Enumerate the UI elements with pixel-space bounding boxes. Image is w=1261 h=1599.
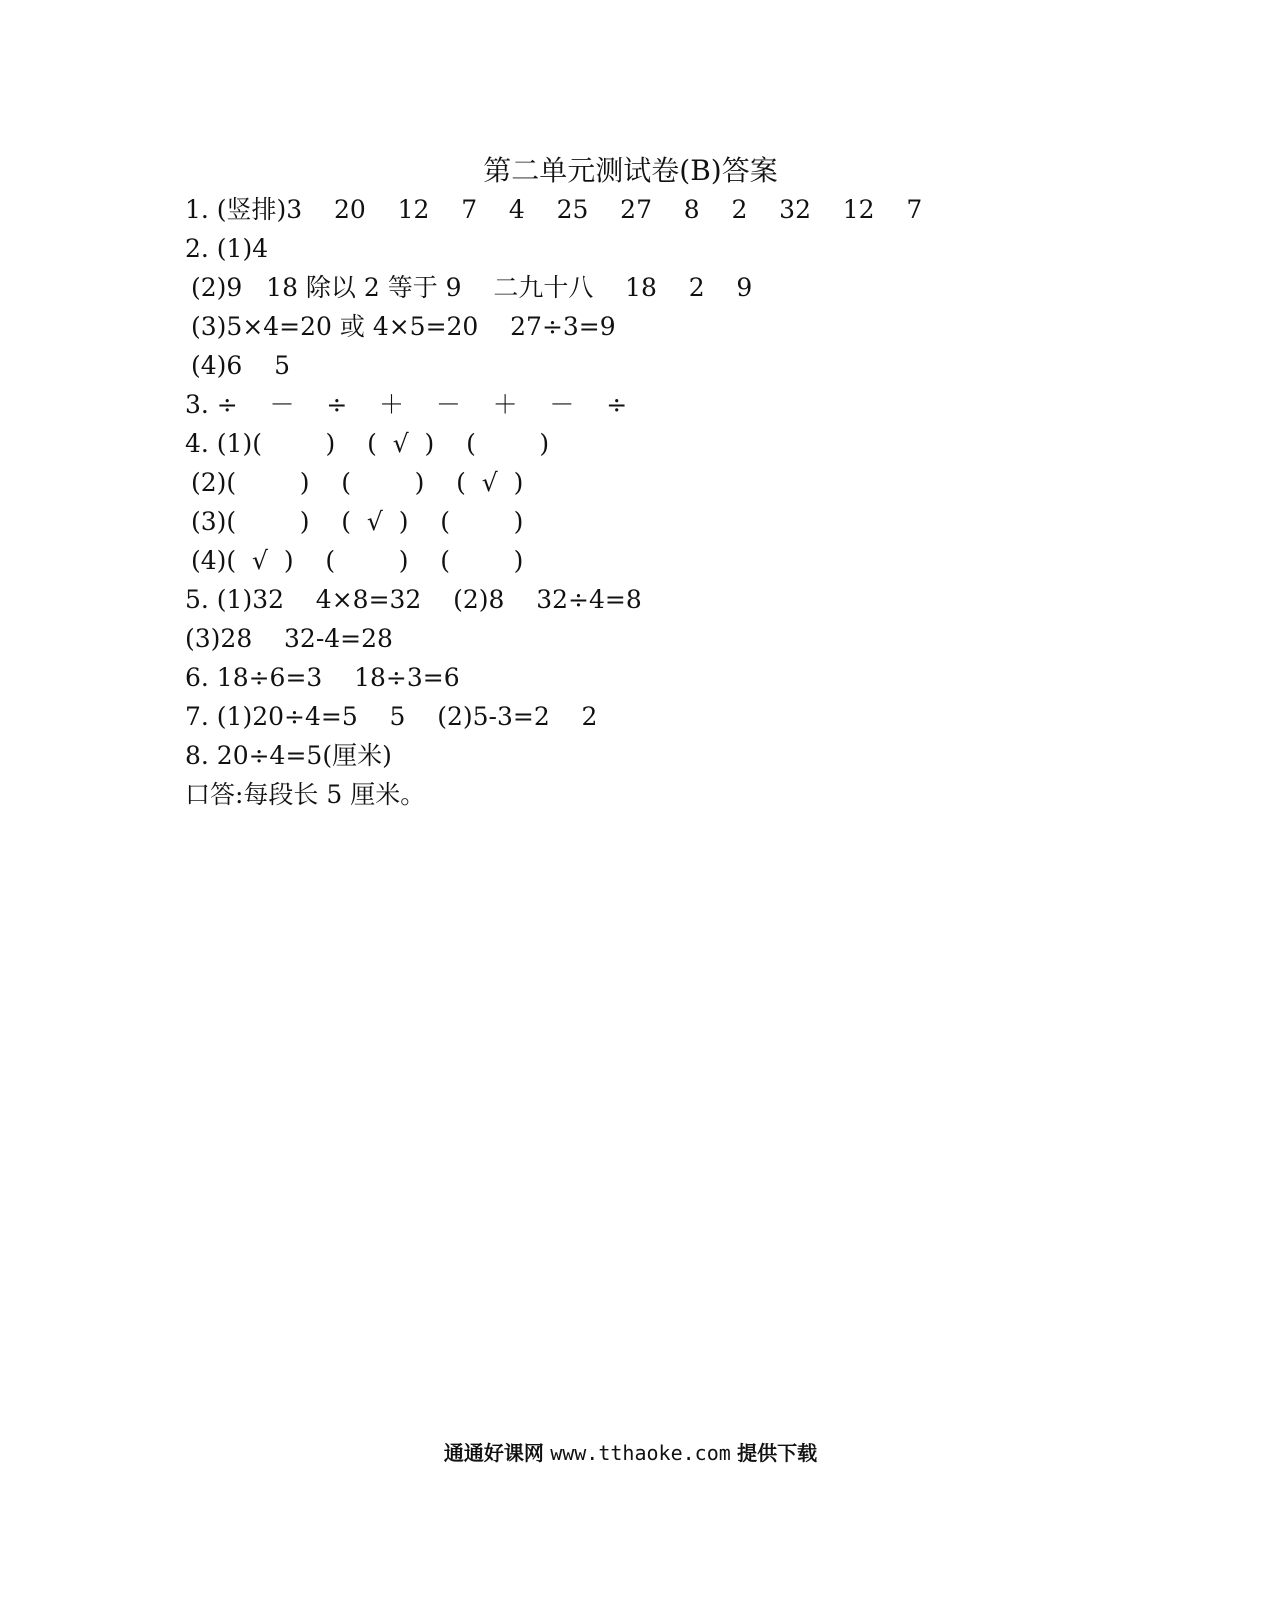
answer-line-3: 3. ÷ － ÷ ＋ － ＋ － ÷	[185, 390, 628, 419]
answer-line-2-4: (4)6 5	[191, 351, 291, 380]
footer-url[interactable]: www.tthaoke.com	[550, 1441, 731, 1465]
answer-list	[185, 190, 1085, 814]
answer-line-4-1: 4. (1)( ) ( √ ) ( )	[185, 429, 550, 458]
answer-line-8-reply: 口答:每段长 5 厘米。	[185, 780, 426, 809]
answer-line-2-1: 2. (1)4	[185, 234, 269, 263]
page-title: 第二单元测试卷(B)答案	[483, 154, 778, 187]
answer-line-7: 7. (1)20÷4=5 5 (2)5-3=2 2	[185, 702, 598, 731]
answer-line-8: 8. 20÷4=5(厘米)	[185, 741, 392, 770]
answer-line-2-2: (2)9 18 除以 2 等于 9 二九十八 18 2 9	[191, 273, 753, 302]
footer-site-name: 通通好课网	[443, 1441, 544, 1465]
footer-suffix: 提供下载	[737, 1441, 818, 1465]
answer-line-5-2: (3)28 32-4=28	[185, 624, 393, 653]
answer-line-1: 1. (竖排)3 20 12 7 4 25 27 8 2 32 12 7	[185, 195, 923, 224]
answer-line-4-3: (3)( ) ( √ ) ( )	[191, 507, 524, 536]
answer-line-4-4: (4)( √ ) ( ) ( )	[191, 546, 524, 575]
answer-line-2-3: (3)5×4=20 或 4×5=20 27÷3=9	[191, 312, 616, 341]
answer-line-5-1: 5. (1)32 4×8=32 (2)8 32÷4=8	[185, 585, 642, 614]
answer-line-6: 6. 18÷6=3 18÷3=6	[185, 663, 460, 692]
footer	[0, 1436, 1261, 1470]
answer-line-4-2: (2)( ) ( ) ( √ )	[191, 468, 524, 497]
